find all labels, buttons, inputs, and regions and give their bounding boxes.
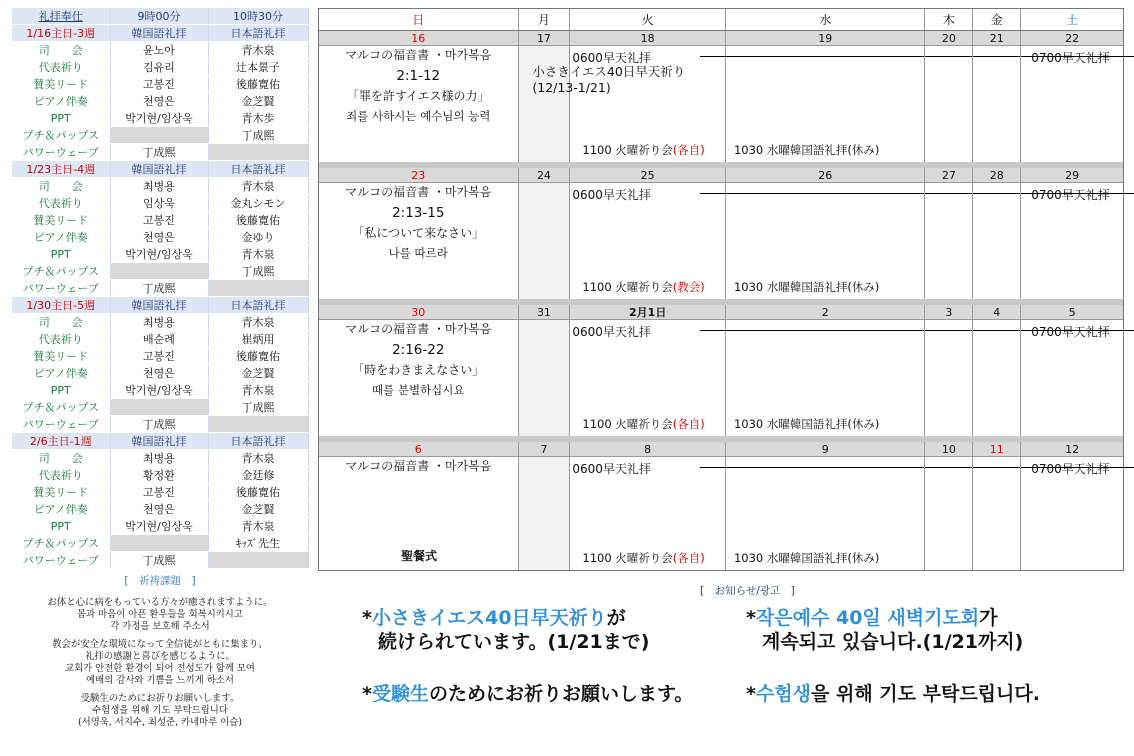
- date-cell: 4: [973, 305, 1021, 319]
- prayer-paragraph: [12, 639, 308, 687]
- calendar-week: [319, 305, 1123, 442]
- notice-jp-exam: *受験生のためにお祈りお願いします。: [362, 683, 694, 705]
- sermon-reference: 2:16-22: [392, 342, 445, 358]
- role-name: 代表祈り: [12, 331, 110, 348]
- roster-row: [12, 399, 308, 416]
- saturday-prayer-label: 0700早天礼拝: [1031, 51, 1110, 65]
- saturday-prayer-label: 0700早天礼拝: [1031, 188, 1110, 202]
- role-name: プチ＆パップス: [12, 399, 110, 416]
- korean-assignee: 천영은: [110, 365, 208, 382]
- roster-row: [12, 467, 308, 484]
- roster-section-header: [12, 25, 308, 42]
- date-cell: 29: [1065, 168, 1080, 182]
- role-name: PPT: [12, 382, 110, 399]
- role-name: 賛美リード: [12, 484, 110, 501]
- roster-row: [12, 280, 308, 297]
- morning-prayer-label: 0600早天礼拝: [572, 51, 651, 65]
- morning-prayer-label: 0600早天礼拝: [572, 325, 651, 339]
- date-cell: 25: [570, 168, 726, 182]
- sermon-title-jp: 「罪を許すイエス様の力」: [347, 89, 490, 103]
- weekday-label: 木: [925, 9, 973, 30]
- roster-header-cell: 10時30分: [208, 8, 308, 25]
- tuesday-cell: [570, 457, 726, 570]
- prayer-line: 몸과 마음이 아픈 환우들을 회복시키시고: [77, 609, 243, 620]
- notice-highlight: 작은예수 40일 새벽기도회: [755, 607, 980, 629]
- sermon-book: マルコの福音書 ・마가복음: [345, 322, 492, 336]
- calendar-week: [319, 442, 1123, 570]
- date-cell: 2月1日: [570, 305, 726, 319]
- prayer-requests: [12, 575, 308, 735]
- roster-row: [12, 144, 308, 161]
- tuesday-cell: [532, 46, 726, 162]
- notice-highlight: 小さきイエス40日早天祈り: [371, 607, 607, 629]
- date-cell: 11: [973, 442, 1021, 456]
- role-name: 代表祈り: [12, 467, 110, 484]
- sermon-reference: 2:1-12: [396, 68, 441, 84]
- sunday-cell: [319, 320, 519, 436]
- morning-prayer-label: 0600早天礼拝: [572, 462, 651, 476]
- service-date: 1/16主日-3週: [12, 25, 110, 42]
- roster-row: [12, 42, 308, 59]
- notice-kr-exam: *수험생을 위해 기도 부탁드립니다.: [746, 683, 1040, 705]
- friday-cell: [973, 457, 1021, 570]
- role-name: プチ＆パップス: [12, 535, 110, 552]
- tuesday-prayer-meeting: 1100 火曜祈り会(教会): [582, 280, 705, 294]
- wednesday-service: 1030 水曜韓国語礼拝(休み): [733, 417, 880, 431]
- sermon-title-kr: 나를 따르라: [388, 246, 448, 260]
- tuesday-cell: [570, 183, 726, 299]
- date-cell: 10: [925, 442, 973, 456]
- date-cell: 3: [925, 305, 973, 319]
- role-name: プチ＆パップス: [12, 263, 110, 280]
- roster-row: [12, 552, 308, 569]
- japanese-service-heading: 日本語礼拝: [208, 161, 308, 178]
- korean-assignee: 고봉진: [110, 76, 208, 93]
- japanese-assignee: 金丸シモン: [208, 195, 308, 212]
- service-roster: [12, 8, 308, 569]
- japanese-service-heading: 日本語礼拝: [208, 25, 308, 42]
- friday-cell: [973, 183, 1021, 299]
- prayer-line: 教会が安全な環境になって全信徒がともに集まり、: [52, 639, 268, 650]
- role-name: PPT: [12, 518, 110, 535]
- tuesday-prayer-meeting: 1100 火曜祈り会(各自): [582, 551, 705, 565]
- date-cell: 19: [726, 31, 926, 45]
- roster-row: [12, 76, 308, 93]
- korean-assignee: 고봉진: [110, 484, 208, 501]
- role-name: パワーウェーブ: [12, 416, 110, 433]
- morning-prayer-label: 0600早天礼拝: [572, 188, 651, 202]
- japanese-assignee: 青木泉: [208, 42, 308, 59]
- japanese-assignee: 青木泉: [208, 314, 308, 331]
- roster-row: [12, 501, 308, 518]
- date-cell: 17: [519, 31, 571, 45]
- roster-row: [12, 246, 308, 263]
- wednesday-service: 1030 水曜韓国語礼拝(休み): [733, 143, 880, 157]
- korean-assignee: 천영은: [110, 93, 208, 110]
- saturday-cell: [1021, 46, 1123, 162]
- japanese-assignee: 後藤寛佑: [208, 484, 308, 501]
- roster-table: [12, 8, 309, 569]
- wednesday-cell: [726, 183, 926, 299]
- roster-row: [12, 314, 308, 331]
- japanese-service-heading: 日本語礼拝: [208, 297, 308, 314]
- korean-assignee: 丁成熙: [110, 552, 208, 569]
- date-row: [319, 442, 1123, 457]
- korean-assignee: 최병용: [110, 314, 208, 331]
- role-name: ピアノ伴奏: [12, 229, 110, 246]
- korean-assignee: 박기현/임상욱: [110, 382, 208, 399]
- role-name: 司 会: [12, 314, 110, 331]
- prayer-line: 受験生のためにお祈りお願いします。: [80, 693, 240, 704]
- roster-row: [12, 365, 308, 382]
- japanese-assignee: 金芝賢: [208, 93, 308, 110]
- japanese-assignee: 青木歩: [208, 110, 308, 127]
- korean-assignee: 천영은: [110, 501, 208, 518]
- korean-assignee: [110, 535, 208, 552]
- roster-row: [12, 212, 308, 229]
- notice-line: 続けられています。(1/21まで): [378, 631, 650, 653]
- korean-assignee: 김유리: [110, 59, 208, 76]
- roster-section-header: [12, 297, 308, 314]
- saturday-prayer-label: 0700早天礼拝: [1031, 462, 1110, 476]
- roster-row: [12, 484, 308, 501]
- roster-row: [12, 229, 308, 246]
- notice-highlight: 受験生: [371, 683, 429, 705]
- thursday-cell: [925, 457, 973, 570]
- japanese-assignee: [208, 144, 308, 161]
- sermon-title-jp: 「時をわきまえなさい」: [352, 363, 485, 377]
- role-name: 代表祈り: [12, 59, 110, 76]
- weekday-header: [319, 9, 1123, 31]
- japanese-assignee: 青木泉: [208, 246, 308, 263]
- sunday-cell: [319, 183, 519, 299]
- role-name: ピアノ伴奏: [12, 501, 110, 518]
- notice-highlight: 수험생: [755, 683, 811, 705]
- wednesday-service: 1030 水曜韓国語礼拝(休み): [733, 280, 880, 294]
- sermon-book: マルコの福音書 ・마가복음: [345, 185, 492, 199]
- tuesday-prayer-meeting: 1100 火曜祈り会(各自): [582, 143, 705, 157]
- korean-service-heading: 韓国語礼拝: [110, 161, 208, 178]
- prayer-line: (서영욱, 서지수, 최성준, 카네마루 이슬): [77, 717, 243, 728]
- friday-cell: [973, 46, 1021, 162]
- korean-assignee: [110, 399, 208, 416]
- role-name: 賛美リード: [12, 348, 110, 365]
- special-prayer-note: 小さきイエス40日早天祈り (12/13-1/21): [532, 64, 686, 95]
- notice-jp-prayer: *小さきイエス40日早天祈りが 続けられています。(1/21まで): [362, 607, 650, 653]
- prayer-line: 예배의 감사와 기쁨을 느끼게 하소서: [86, 675, 234, 686]
- roster-section-header: [12, 433, 308, 450]
- weekday-label: 水: [726, 9, 926, 30]
- korean-assignee: 박기현/임상욱: [110, 110, 208, 127]
- korean-assignee: 윤노아: [110, 42, 208, 59]
- korean-assignee: 고봉진: [110, 212, 208, 229]
- role-name: パワーウェーブ: [12, 144, 110, 161]
- korean-assignee: 황정환: [110, 467, 208, 484]
- date-cell: 23: [319, 168, 519, 182]
- weekday-label: 火: [570, 9, 726, 30]
- date-cell: 27: [925, 168, 973, 182]
- thursday-cell: [925, 183, 973, 299]
- monday-cell: [519, 320, 571, 436]
- thursday-cell: [925, 46, 973, 162]
- communion-label: 聖餐式: [400, 549, 437, 563]
- calendar-week: [319, 168, 1123, 305]
- roster-row: [12, 348, 308, 365]
- role-name: ピアノ伴奏: [12, 365, 110, 382]
- date-cell: 26: [726, 168, 926, 182]
- date-cell: 20: [925, 31, 973, 45]
- date-row: [319, 31, 1123, 46]
- friday-cell: [973, 320, 1021, 436]
- roster-row: [12, 382, 308, 399]
- japanese-assignee: 青木泉: [208, 178, 308, 195]
- role-name: 司 会: [12, 42, 110, 59]
- date-cell: 31: [519, 305, 571, 319]
- service-date: 1/23主日-4週: [12, 161, 110, 178]
- roster-row: [12, 127, 308, 144]
- prayer-line: 礼拝の感謝と喜びを感じるように。: [84, 651, 235, 662]
- korean-service-heading: 韓国語礼拝: [110, 433, 208, 450]
- thursday-cell: [925, 320, 973, 436]
- tuesday-cell: [570, 320, 726, 436]
- japanese-assignee: [208, 280, 308, 297]
- roster-header-cell: 9時00分: [110, 8, 208, 25]
- role-name: PPT: [12, 110, 110, 127]
- date-cell: 30: [319, 305, 519, 319]
- prayer-paragraph: [12, 597, 308, 633]
- japanese-assignee: ｷｯｽﾞ先生: [208, 535, 308, 552]
- korean-assignee: 박기현/임상욱: [110, 246, 208, 263]
- korean-assignee: 임상욱: [110, 195, 208, 212]
- prayer-line: お体と心に病をもっている方々が癒されますように。: [47, 597, 273, 608]
- date-cell: 21: [973, 31, 1021, 45]
- sermon: [319, 320, 518, 398]
- role-name: プチ＆パップス: [12, 127, 110, 144]
- roster-section-header: [12, 161, 308, 178]
- date-cell: 22: [1065, 31, 1080, 45]
- roster-row: [12, 195, 308, 212]
- sermon-book: マルコの福音書 ・마가복음: [345, 459, 492, 473]
- japanese-assignee: 青木泉: [208, 450, 308, 467]
- japanese-assignee: 青木泉: [208, 518, 308, 535]
- monthly-calendar: [318, 8, 1124, 571]
- japanese-assignee: 辻本景子: [208, 59, 308, 76]
- date-cell: 12: [1065, 442, 1080, 456]
- korean-assignee: 배순례: [110, 331, 208, 348]
- tuesday-prayer-meeting: 1100 火曜祈り会(各自): [582, 417, 705, 431]
- role-name: ピアノ伴奏: [12, 93, 110, 110]
- korean-assignee: 丁成熙: [110, 280, 208, 297]
- korean-service-heading: 韓国語礼拝: [110, 25, 208, 42]
- japanese-assignee: [208, 416, 308, 433]
- date-cell: 7: [519, 442, 571, 456]
- korean-assignee: 丁成熙: [110, 416, 208, 433]
- role-name: 司 会: [12, 178, 110, 195]
- korean-assignee: 천영은: [110, 229, 208, 246]
- japanese-assignee: 後藤寛佑: [208, 212, 308, 229]
- sunday-cell: [319, 457, 519, 570]
- date-cell: 24: [519, 168, 571, 182]
- date-cell: 9: [726, 442, 926, 456]
- date-row: [319, 168, 1123, 183]
- japanese-assignee: 崔炳用: [208, 331, 308, 348]
- sermon: [319, 457, 518, 474]
- weekday-label: 金: [973, 9, 1021, 30]
- japanese-assignee: 金芝賢: [208, 365, 308, 382]
- japanese-assignee: 後藤寛佑: [208, 76, 308, 93]
- sermon-title-kr: 죄를 사하시는 예수님의 능력: [346, 109, 491, 123]
- japanese-service-heading: 日本語礼拝: [208, 433, 308, 450]
- korean-assignee: [110, 263, 208, 280]
- roster-row: [12, 416, 308, 433]
- japanese-assignee: 丁成熙: [208, 399, 308, 416]
- roster-row: [12, 535, 308, 552]
- role-name: パワーウェーブ: [12, 280, 110, 297]
- japanese-assignee: 青木泉: [208, 382, 308, 399]
- date-cell: 5: [1068, 305, 1076, 319]
- role-name: 賛美リード: [12, 212, 110, 229]
- korean-assignee: 고봉진: [110, 348, 208, 365]
- sermon: [319, 46, 518, 124]
- weekday-label: 土: [1066, 13, 1079, 27]
- japanese-assignee: 金廷修: [208, 467, 308, 484]
- monday-cell: [519, 183, 571, 299]
- notice-kr-prayer: *작은예수 40일 새벽기도회가 계속되고 있습니다.(1/21까지): [746, 607, 1024, 653]
- role-name: パワーウェーブ: [12, 552, 110, 569]
- roster-row: [12, 450, 308, 467]
- wednesday-cell: [726, 457, 926, 570]
- role-name: 司 会: [12, 450, 110, 467]
- role-name: 代表祈り: [12, 195, 110, 212]
- notice-line: 계속되고 있습니다.(1/21까지): [762, 631, 1024, 653]
- korean-assignee: 박기현/임상욱: [110, 518, 208, 535]
- service-date: 2/6主日-1週: [12, 433, 110, 450]
- sermon-reference: 2:13-15: [392, 205, 445, 221]
- roster-header-cell: 礼拝奉仕: [12, 8, 110, 25]
- sermon-book: マルコの福音書 ・마가복음: [345, 48, 492, 62]
- wednesday-cell: [726, 46, 926, 162]
- sermon-title-jp: 「私について来なさい」: [352, 226, 485, 240]
- monday-cell: [519, 457, 571, 570]
- saturday-cell: [1021, 183, 1123, 299]
- role-name: 賛美リード: [12, 76, 110, 93]
- japanese-assignee: 丁成熙: [208, 127, 308, 144]
- korean-assignee: [110, 127, 208, 144]
- sunday-cell: [319, 46, 519, 162]
- wednesday-service: 1030 水曜韓国語礼拝(休み): [733, 551, 880, 565]
- roster-header-row: [12, 8, 308, 25]
- saturday-cell: [1021, 320, 1123, 436]
- date-cell: 16: [319, 31, 519, 45]
- date-cell: 28: [973, 168, 1021, 182]
- korean-service-heading: 韓国語礼拝: [110, 297, 208, 314]
- sermon: [319, 183, 518, 261]
- wednesday-cell: [726, 320, 926, 436]
- prayer-paragraph: [12, 693, 308, 729]
- sermon-title-kr: 때를 분별하십시요: [371, 383, 465, 397]
- date-cell: 2: [726, 305, 926, 319]
- prayer-title: [ 祈祷課題 ]: [124, 575, 196, 587]
- prayer-line: 교회가 안전한 환경이 되어 전성도가 함께 모여: [65, 663, 255, 674]
- prayer-line: 각 가정을 보호해 주소서: [110, 621, 210, 632]
- weekday-label: 月: [519, 9, 571, 30]
- date-cell: 18: [570, 31, 726, 45]
- japanese-assignee: 金芝賢: [208, 501, 308, 518]
- japanese-assignee: [208, 552, 308, 569]
- korean-assignee: 丁成熙: [110, 144, 208, 161]
- korean-assignee: 최병용: [110, 450, 208, 467]
- roster-row: [12, 263, 308, 280]
- service-date: 1/30主日-5週: [12, 297, 110, 314]
- calendar-week: [319, 31, 1123, 168]
- notice-title: [ お知らせ/광고 ]: [700, 585, 795, 597]
- korean-assignee: 최병용: [110, 178, 208, 195]
- date-cell: 6: [319, 442, 519, 456]
- date-cell: 8: [570, 442, 726, 456]
- saturday-cell: [1021, 457, 1123, 570]
- roster-row: [12, 110, 308, 127]
- japanese-assignee: 後藤寛佑: [208, 348, 308, 365]
- roster-row: [12, 518, 308, 535]
- weekday-label: 日: [319, 9, 519, 30]
- japanese-assignee: 丁成熙: [208, 263, 308, 280]
- roster-row: [12, 59, 308, 76]
- date-row: [319, 305, 1123, 320]
- saturday-prayer-label: 0700早天礼拝: [1031, 325, 1110, 339]
- japanese-assignee: 金ゆり: [208, 229, 308, 246]
- roster-row: [12, 178, 308, 195]
- roster-row: [12, 93, 308, 110]
- prayer-line: 수험생을 위해 기도 부탁드립니다: [92, 705, 228, 716]
- roster-row: [12, 331, 308, 348]
- role-name: PPT: [12, 246, 110, 263]
